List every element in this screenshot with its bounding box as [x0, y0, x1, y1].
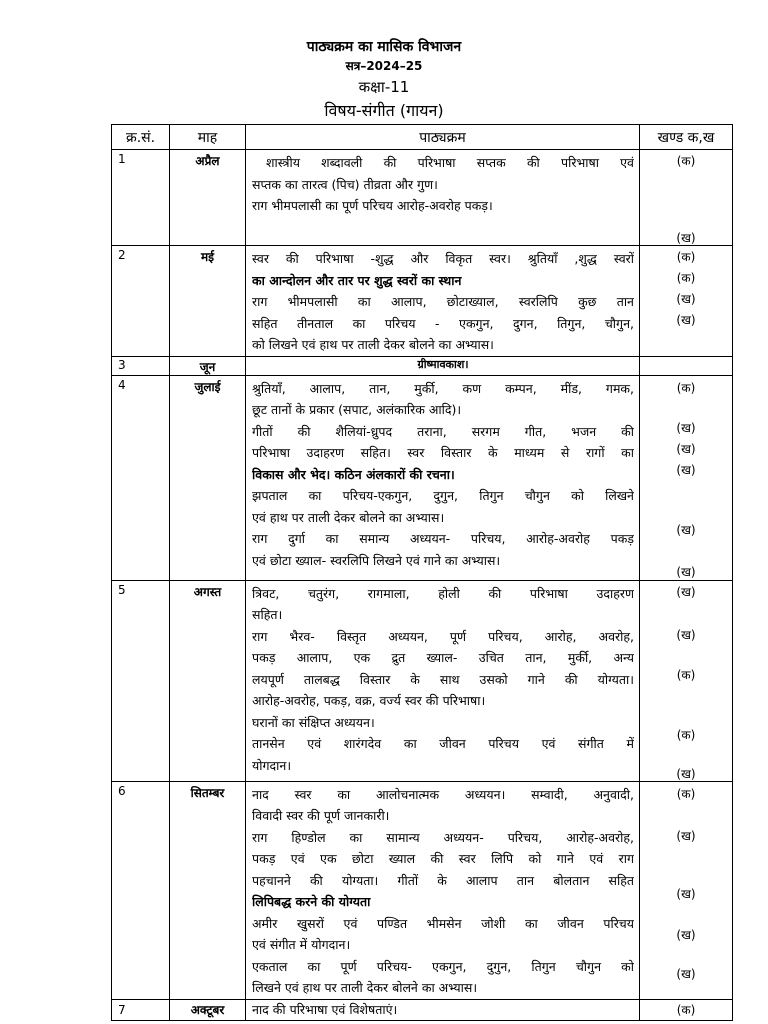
content-line: सहित।	[252, 607, 283, 622]
content-line: अमीर खुसरों एवं पण्डित भीमसेन जोशी का जीवन परिचय	[252, 915, 634, 931]
header-syllabus: पाठ्यक्रम	[246, 125, 640, 150]
section-mark: (क)	[676, 727, 696, 742]
content-line: सहित तीनताल का परिचय - एकगुन, दुगन, तिगुन, चौगुन,	[252, 315, 634, 331]
section-mark: (क)	[676, 271, 696, 285]
section-mark: (ख)	[676, 522, 696, 537]
subject-label: विषय-संगीत (गायन)	[324, 101, 444, 120]
content-line: आरोह-अवरोह, पकड़, वक्र, वर्ज्य स्वर की परिभाषा।	[252, 693, 486, 708]
content-line: लिपिबद्ध करने की योग्यता	[252, 894, 371, 909]
syllabus-table	[111, 124, 733, 1021]
content-line: लिखने एवं हाथ पर ताली देकर बोलने का अभ्यास।	[252, 980, 478, 995]
content-line: एवं छोटा ख्याल- स्वरलिपि लिखने एवं गाने का अभ्यास।	[252, 552, 501, 568]
content-line: राग हिण्डोल का सामान्य अध्ययन- परिचय, आरोह-अवरोह,	[252, 829, 634, 845]
content-line: पहचानने की योग्यता। गीतों के आलाप तान बोलतान सहित	[252, 872, 634, 888]
row-section	[640, 375, 733, 580]
content-line: विकास और भेद। कठिन अंलकारों की रचना।	[252, 466, 455, 482]
session-label: सत्र–2024–25	[345, 59, 423, 73]
content-line: एकताल का पूर्ण परिचय- एकगुन, दुगुन, तिगुन चौगुन को	[252, 958, 634, 974]
section-mark: (ख)	[676, 927, 696, 942]
section-mark: (ख)	[676, 886, 696, 901]
row-number: 3	[112, 356, 170, 375]
content-line: छूट तानों के प्रकार (सपाट, अलंकारिक आदि)।	[252, 402, 462, 417]
content-line: एवं हाथ पर ताली देकर बोलने का अभ्यास।	[252, 509, 445, 525]
content-line: तानसेन एवं शारंगदेव का जीवन परिचय एवं संगीत में	[252, 736, 634, 751]
table-row	[112, 246, 733, 357]
section-mark: (ख)	[676, 627, 696, 642]
row-content	[246, 356, 640, 375]
content-line: योगदान।	[252, 757, 292, 773]
section-mark: (क)	[676, 786, 696, 801]
content-line: पकड़ एवं एक छोटा ख्याल की स्वर लिपि को गाने एवं राग	[252, 851, 634, 866]
row-section	[640, 580, 733, 781]
row-number: 1	[112, 150, 170, 246]
row-content	[246, 781, 640, 999]
row-section	[640, 356, 733, 375]
row-section	[640, 246, 733, 357]
header-serial: क्र.सं.	[112, 125, 170, 150]
header-month: माह	[170, 125, 246, 150]
row-content	[246, 246, 640, 357]
section-mark: (ख)	[676, 766, 696, 781]
section-mark: (क)	[676, 380, 696, 395]
row-section	[640, 999, 733, 1020]
table-header-row	[112, 125, 733, 150]
content-line: त्रिवट, चतुरंग, रागमाला, होली की परिभाषा उदाहरण	[252, 585, 634, 601]
row-content	[246, 150, 640, 246]
section-mark: (ख)	[676, 966, 696, 981]
content-line: श्रुतियाँ, आलाप, तान, मुर्की, कण कम्पन, मींड, गमक,	[252, 380, 634, 396]
section-mark: (ख)	[676, 441, 696, 456]
content-line: सप्तक का तारत्व (पिच) तीव्रता और गुण।	[252, 176, 438, 192]
row-month: जुलाई	[170, 375, 246, 580]
row-month: अक्टूबर	[170, 999, 246, 1020]
section-mark: (क)	[676, 250, 696, 264]
section-mark: (ख)	[676, 231, 696, 245]
content-line: शास्त्रीय शब्दावली की परिभाषा सप्तक की परिभाषा एवं	[266, 155, 634, 170]
row-number: 5	[112, 580, 170, 781]
content-line: का आन्दोलन और तार पर शुद्ध स्वरों का स्थान	[252, 272, 462, 288]
table-row	[112, 150, 733, 246]
row-content	[246, 580, 640, 781]
row-month: अप्रैल	[170, 150, 246, 246]
section-mark: (ख)	[676, 292, 696, 306]
row-number: 6	[112, 781, 170, 999]
content-line: नाद की परिभाषा एवं विशेषताएं।	[252, 1002, 398, 1017]
row-month: मई	[170, 246, 246, 357]
section-mark: (ख)	[676, 420, 696, 435]
row-content	[246, 999, 640, 1020]
section-mark: (क)	[676, 667, 696, 682]
table-row	[112, 356, 733, 375]
content-line: लयपूर्ण तालबद्ध विस्तार के साथ उसको गाने की योग्यता।	[252, 671, 634, 687]
content-line: झपताल का परिचय-एकगुन, दुगुन, तिगुन चौगुन को लिखने	[252, 488, 634, 503]
table-row	[112, 580, 733, 781]
header-section: खण्ड क,ख	[640, 125, 733, 150]
content-line: नाद स्वर का आलोचनात्मक अध्ययन। सम्वादी, अनुवादी,	[252, 786, 634, 802]
row-number: 2	[112, 246, 170, 357]
table-row	[112, 781, 733, 999]
content-line: पकड़ आलाप, एक द्रुत ख्याल- उचित तान, मुर्की, अन्य	[252, 650, 634, 665]
section-mark: (ख)	[676, 584, 696, 599]
section-mark: (ख)	[676, 462, 696, 477]
section-mark: (ख)	[676, 564, 696, 579]
content-line: घरानों का संक्षिप्त अध्ययन।	[252, 714, 375, 730]
content-line: राग भैरव- विस्तृत अध्ययन, पूर्ण परिचय, आरोह, अवरोह,	[252, 628, 634, 644]
content-line: गीतों की शैलियां-ध्रुपद तराना, सरगम गीत, भजन की	[252, 423, 634, 439]
row-month: अगस्त	[170, 580, 246, 781]
section-mark: (क)	[676, 154, 696, 168]
content-line: एवं संगीत में योगदान।	[252, 937, 351, 952]
content-line: स्वर की परिभाषा -शुद्ध और विकृत स्वर। श्रुतियाँ ,शुद्ध स्वरों	[252, 251, 634, 266]
content-line: राग भीमपलासी का आलाप, छोटाख्याल, स्वरलिपि कुछ तान	[252, 294, 634, 309]
row-content	[246, 375, 640, 580]
row-number: 7	[112, 999, 170, 1020]
content-line: को लिखने एवं हाथ पर ताली देकर बोलने का अभ्यास।	[252, 337, 494, 352]
table-row	[112, 375, 733, 580]
class-label: कक्षा-11	[358, 78, 410, 96]
page-title: पाठ्यक्रम का मासिक विभाजन	[306, 39, 462, 55]
content-line: राग भीमपलासी का पूर्ण परिचय आरोह-अवरोह पकड़।	[252, 198, 493, 213]
section-mark: (क)	[676, 1002, 696, 1017]
row-number: 4	[112, 375, 170, 580]
section-mark: (ख)	[676, 828, 696, 843]
section-mark: (ख)	[676, 313, 696, 327]
row-section	[640, 150, 733, 246]
row-section	[640, 781, 733, 999]
row-month: जून	[170, 356, 246, 375]
row-month: सितम्बर	[170, 781, 246, 999]
content-line: राग दुर्गा का समान्य अध्ययन- परिचय, आरोह-अवरोह पकड़	[252, 531, 634, 546]
table-row	[112, 999, 733, 1020]
content-line: परिभाषा उदाहरण सहित। स्वर विस्तार के माध्यम से रागों का	[252, 445, 634, 460]
content-line: विवादी स्वर की पूर्ण जानकारी।	[252, 808, 390, 823]
content-line: ग्रीष्मावकाश।	[417, 357, 469, 371]
